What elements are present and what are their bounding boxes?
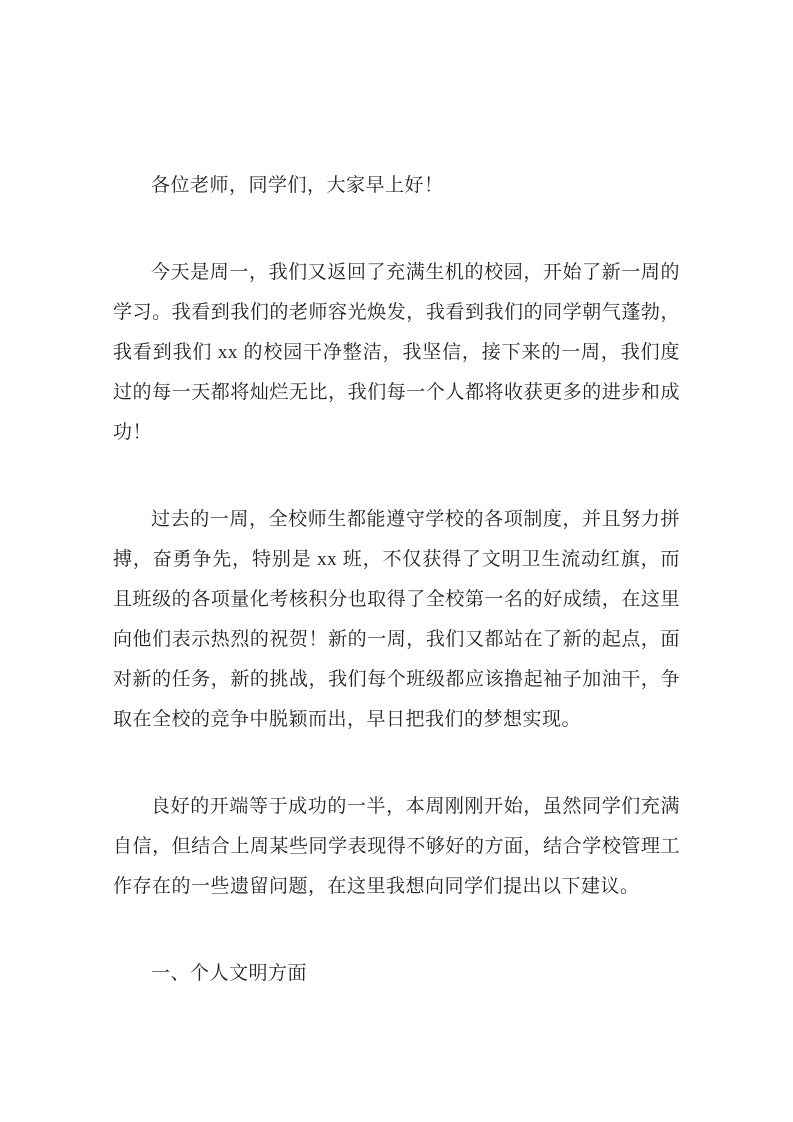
- section-heading-personal-civility: 一、个人文明方面: [151, 963, 308, 984]
- greeting-line: 各位老师，同学们，大家早上好！: [151, 175, 444, 196]
- document-body: [113, 166, 680, 994]
- paragraph-past-week-review: 过去的一周，全校师生都能遵守学校的各项制度，并且努力拼搏，奋勇争先，特别是 xx 班，不仅获得了文明卫生流动红旗，而且班级的各项量化考核积分也取得了全校第一名的好成绩，在这里向他们表示热烈的祝贺！新的一周，我们又都站在了新的起点，面对新的任务，新的挑战，我们每个班级都应该撸起袖子加油干，争取在全校的竞争中脱颖而出，早日把我们的梦想实现。: [113, 509, 680, 730]
- paragraph-good-start-suggestions: 良好的开端等于成功的一半，本周刚刚开始，虽然同学们充满自信，但结合上周某些同学表现得不够好的方面，结合学校管理工作存在的一些遗留问题，在这里我想向同学们提出以下建议。: [113, 796, 680, 897]
- paragraph-monday-return: 今天是周一，我们又返回了充满生机的校园，开始了新一周的学习。我看到我们的老师容光焕发，我看到我们的同学朝气蓬勃，我看到我们 xx 的校园干净整洁，我坚信，接下来的一周，我们度过的每一天都将灿烂无比，我们每一个人都将收获更多的进步和成功！: [113, 262, 680, 443]
